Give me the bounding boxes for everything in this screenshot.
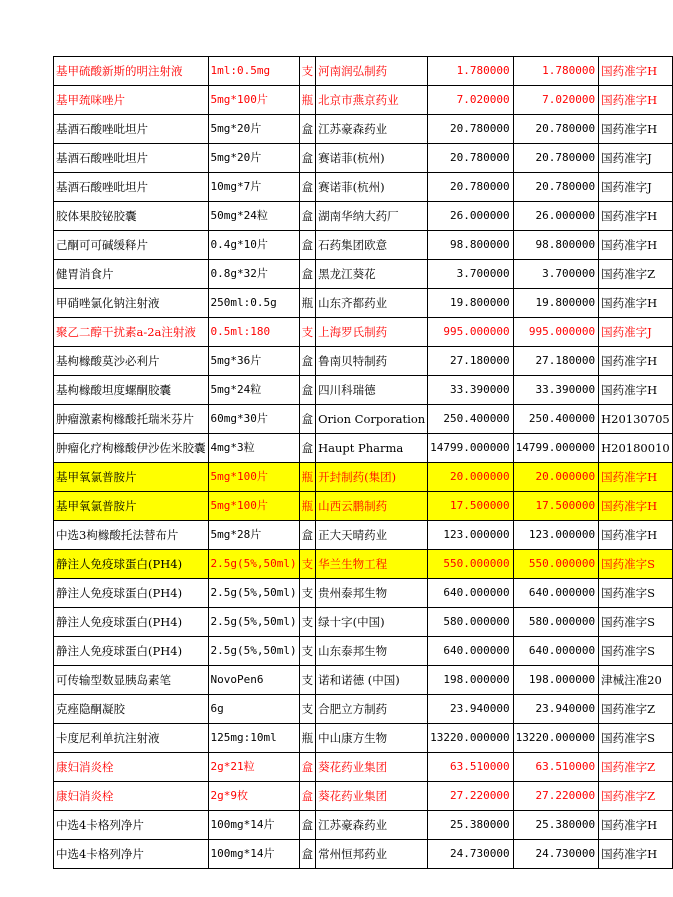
spec-cell[interactable]: 5mg*100片	[208, 86, 299, 115]
price-cell[interactable]: 580.000000	[428, 608, 513, 637]
retail-price-cell[interactable]: 250.400000	[513, 405, 598, 434]
price-cell[interactable]: 27.180000	[428, 347, 513, 376]
retail-price-cell[interactable]: 123.000000	[513, 521, 598, 550]
price-cell[interactable]: 24.730000	[428, 840, 513, 869]
retail-price-cell[interactable]: 20.780000	[513, 115, 598, 144]
approval-number-cell[interactable]: 国药准字J	[599, 144, 673, 173]
drug-name-cell[interactable]: 可传输型数显胰岛素笔	[54, 666, 209, 695]
manufacturer-cell[interactable]: 上海罗氏制药	[316, 318, 428, 347]
manufacturer-cell[interactable]: 赛诺菲(杭州)	[316, 144, 428, 173]
retail-price-cell[interactable]: 13220.000000	[513, 724, 598, 753]
spec-cell[interactable]: 100mg*14片	[208, 840, 299, 869]
table-row	[54, 86, 673, 115]
manufacturer-cell[interactable]: 江苏豪森药业	[316, 811, 428, 840]
price-cell[interactable]: 14799.000000	[428, 434, 513, 463]
manufacturer-cell[interactable]: 鲁南贝特制药	[316, 347, 428, 376]
manufacturer-cell[interactable]: 常州恒邦药业	[316, 840, 428, 869]
approval-number-cell[interactable]: 国药准字S	[599, 579, 673, 608]
approval-number-cell[interactable]: 国药准字H	[599, 521, 673, 550]
drug-name-cell[interactable]: 静注人免疫球蛋白(PH4)	[54, 579, 209, 608]
approval-number-cell[interactable]: 国药准字H	[599, 376, 673, 405]
price-cell[interactable]: 640.000000	[428, 579, 513, 608]
spec-cell[interactable]: 5mg*28片	[208, 521, 299, 550]
drug-name-cell[interactable]: 肿瘤化疗枸橼酸伊沙佐米胶囊	[54, 434, 209, 463]
price-cell[interactable]: 1.780000	[428, 57, 513, 86]
approval-number-cell[interactable]: 国药准字H	[599, 57, 673, 86]
spec-cell[interactable]: 5mg*20片	[208, 144, 299, 173]
drug-name-cell[interactable]: 甲硝唑氯化钠注射液	[54, 289, 209, 318]
drug-name-cell[interactable]: 胶体果胶铋胶囊	[54, 202, 209, 231]
manufacturer-cell[interactable]: 北京市燕京药业	[316, 86, 428, 115]
table-row	[54, 579, 673, 608]
spec-cell[interactable]: 0.8g*32片	[208, 260, 299, 289]
approval-number-cell[interactable]: 国药准字H	[599, 840, 673, 869]
approval-number-cell[interactable]: 国药准字S	[599, 550, 673, 579]
price-cell[interactable]: 198.000000	[428, 666, 513, 695]
price-cell[interactable]: 13220.000000	[428, 724, 513, 753]
retail-price-cell[interactable]: 23.940000	[513, 695, 598, 724]
manufacturer-cell[interactable]: 贵州泰邦生物	[316, 579, 428, 608]
price-cell[interactable]: 250.400000	[428, 405, 513, 434]
unit-cell[interactable]: 盒	[299, 405, 316, 434]
unit-cell[interactable]: 盒	[299, 521, 316, 550]
approval-number-cell[interactable]: 国药准字S	[599, 637, 673, 666]
drug-name-cell[interactable]: 中选4卡格列净片	[54, 811, 209, 840]
unit-cell[interactable]: 瓶	[299, 289, 316, 318]
retail-price-cell[interactable]: 1.780000	[513, 57, 598, 86]
spec-cell[interactable]: 100mg*14片	[208, 811, 299, 840]
approval-number-cell[interactable]: 国药准字H	[599, 347, 673, 376]
price-cell[interactable]: 20.000000	[428, 463, 513, 492]
drug-name-cell[interactable]: 静注人免疫球蛋白(PH4)	[54, 608, 209, 637]
drug-name-cell[interactable]: 基甲氧氯普胺片	[54, 492, 209, 521]
retail-price-cell[interactable]: 27.180000	[513, 347, 598, 376]
unit-cell[interactable]: 支	[299, 666, 316, 695]
table-row	[54, 637, 673, 666]
drug-name-cell[interactable]: 基酒石酸唑吡坦片	[54, 144, 209, 173]
retail-price-cell[interactable]: 3.700000	[513, 260, 598, 289]
unit-cell[interactable]: 盒	[299, 782, 316, 811]
table-row	[54, 57, 673, 86]
table-row	[54, 608, 673, 637]
drug-name-cell[interactable]: 聚乙二醇干扰素a-2a注射液	[54, 318, 209, 347]
spec-cell[interactable]: 2g*21粒	[208, 753, 299, 782]
drug-name-cell[interactable]: 基甲硫酸新斯的明注射液	[54, 57, 209, 86]
manufacturer-cell[interactable]: 诺和诺德 (中国)	[316, 666, 428, 695]
unit-cell[interactable]: 支	[299, 695, 316, 724]
approval-number-cell[interactable]: 国药准字Z	[599, 782, 673, 811]
unit-cell[interactable]: 盒	[299, 202, 316, 231]
table-row	[54, 666, 673, 695]
unit-cell[interactable]: 盒	[299, 376, 316, 405]
spec-cell[interactable]: 0.4g*10片	[208, 231, 299, 260]
manufacturer-cell[interactable]: 湖南华纳大药厂	[316, 202, 428, 231]
retail-price-cell[interactable]: 19.800000	[513, 289, 598, 318]
unit-cell[interactable]: 盒	[299, 144, 316, 173]
table-row	[54, 782, 673, 811]
unit-cell[interactable]: 瓶	[299, 463, 316, 492]
approval-number-cell[interactable]: 国药准字H	[599, 492, 673, 521]
drug-name-cell[interactable]: 肿瘤激素枸橼酸托瑞米芬片	[54, 405, 209, 434]
manufacturer-cell[interactable]: 山东泰邦生物	[316, 637, 428, 666]
unit-cell[interactable]: 盒	[299, 231, 316, 260]
spec-cell[interactable]: 250ml:0.5g	[208, 289, 299, 318]
price-cell[interactable]: 995.000000	[428, 318, 513, 347]
retail-price-cell[interactable]: 20.780000	[513, 173, 598, 202]
retail-price-cell[interactable]: 640.000000	[513, 579, 598, 608]
unit-cell[interactable]: 支	[299, 579, 316, 608]
unit-cell[interactable]: 支	[299, 608, 316, 637]
manufacturer-cell[interactable]: 石药集团欧意	[316, 231, 428, 260]
manufacturer-cell[interactable]: 合肥立方制药	[316, 695, 428, 724]
manufacturer-cell[interactable]: 四川科瑞德	[316, 376, 428, 405]
manufacturer-cell[interactable]: 山西云鹏制药	[316, 492, 428, 521]
retail-price-cell[interactable]: 7.020000	[513, 86, 598, 115]
table-row	[54, 434, 673, 463]
table-row	[54, 463, 673, 492]
approval-number-cell[interactable]: 国药准字H	[599, 231, 673, 260]
drug-name-cell[interactable]: 中选4卡格列净片	[54, 840, 209, 869]
retail-price-cell[interactable]: 20.000000	[513, 463, 598, 492]
manufacturer-cell[interactable]: 中山康方生物	[316, 724, 428, 753]
manufacturer-cell[interactable]: 河南润弘制药	[316, 57, 428, 86]
table-row	[54, 840, 673, 869]
table-row	[54, 289, 673, 318]
approval-number-cell[interactable]: 国药准字Z	[599, 753, 673, 782]
price-cell[interactable]: 7.020000	[428, 86, 513, 115]
approval-number-cell[interactable]: 国药准字J	[599, 318, 673, 347]
drug-name-cell[interactable]: 基甲氧氯普胺片	[54, 463, 209, 492]
table-row	[54, 811, 673, 840]
table-row	[54, 115, 673, 144]
approval-number-cell[interactable]: 国药准字Z	[599, 260, 673, 289]
drug-name-cell[interactable]: 基酒石酸唑吡坦片	[54, 115, 209, 144]
table-row	[54, 695, 673, 724]
table-row	[54, 347, 673, 376]
spec-cell[interactable]: 5mg*100片	[208, 463, 299, 492]
price-cell[interactable]: 20.780000	[428, 115, 513, 144]
spec-cell[interactable]: 2.5g(5%,50ml)	[208, 550, 299, 579]
spec-cell[interactable]: NovoPen6	[208, 666, 299, 695]
unit-cell[interactable]: 支	[299, 637, 316, 666]
drug-name-cell[interactable]: 卡度尼利单抗注射液	[54, 724, 209, 753]
unit-cell[interactable]: 瓶	[299, 492, 316, 521]
spec-cell[interactable]: 2.5g(5%,50ml)	[208, 637, 299, 666]
retail-price-cell[interactable]: 98.800000	[513, 231, 598, 260]
price-cell[interactable]: 3.700000	[428, 260, 513, 289]
spec-cell[interactable]: 5mg*24粒	[208, 376, 299, 405]
drug-name-cell[interactable]: 康妇消炎栓	[54, 753, 209, 782]
retail-price-cell[interactable]: 27.220000	[513, 782, 598, 811]
price-cell[interactable]: 17.500000	[428, 492, 513, 521]
drug-name-cell[interactable]: 健胃消食片	[54, 260, 209, 289]
table-row	[54, 173, 673, 202]
approval-number-cell[interactable]: 国药准字H	[599, 86, 673, 115]
table-row	[54, 492, 673, 521]
drug-name-cell[interactable]: 基枸橼酸莫沙必利片	[54, 347, 209, 376]
retail-price-cell[interactable]: 24.730000	[513, 840, 598, 869]
approval-number-cell[interactable]: H20180010	[599, 434, 673, 463]
unit-cell[interactable]: 盒	[299, 434, 316, 463]
drug-name-cell[interactable]: 基枸橼酸坦度螺酮胶囊	[54, 376, 209, 405]
unit-cell[interactable]: 盒	[299, 260, 316, 289]
table-row	[54, 202, 673, 231]
manufacturer-cell[interactable]: 绿十字(中国)	[316, 608, 428, 637]
table-row	[54, 318, 673, 347]
unit-cell[interactable]: 支	[299, 318, 316, 347]
manufacturer-cell[interactable]: Haupt Pharma	[316, 434, 428, 463]
unit-cell[interactable]: 盒	[299, 347, 316, 376]
retail-price-cell[interactable]: 14799.000000	[513, 434, 598, 463]
price-table	[53, 56, 673, 869]
retail-price-cell[interactable]: 33.390000	[513, 376, 598, 405]
spec-cell[interactable]: 4mg*3粒	[208, 434, 299, 463]
spec-cell[interactable]: 5mg*20片	[208, 115, 299, 144]
spec-cell[interactable]: 5mg*36片	[208, 347, 299, 376]
unit-cell[interactable]: 盒	[299, 811, 316, 840]
approval-number-cell[interactable]: 国药准字H	[599, 289, 673, 318]
spec-cell[interactable]: 5mg*100片	[208, 492, 299, 521]
drug-name-cell[interactable]: 康妇消炎栓	[54, 782, 209, 811]
unit-cell[interactable]: 盒	[299, 840, 316, 869]
spec-cell[interactable]: 2g*9枚	[208, 782, 299, 811]
approval-number-cell[interactable]: 国药准字H	[599, 811, 673, 840]
table-row	[54, 521, 673, 550]
retail-price-cell[interactable]: 17.500000	[513, 492, 598, 521]
retail-price-cell[interactable]: 25.380000	[513, 811, 598, 840]
spec-cell[interactable]: 125mg:10ml	[208, 724, 299, 753]
price-cell[interactable]: 98.800000	[428, 231, 513, 260]
approval-number-cell[interactable]: 津械注准20	[599, 666, 673, 695]
manufacturer-cell[interactable]: Orion Corporation	[316, 405, 428, 434]
unit-cell[interactable]: 支	[299, 57, 316, 86]
price-cell[interactable]: 23.940000	[428, 695, 513, 724]
spec-cell[interactable]: 2.5g(5%,50ml)	[208, 608, 299, 637]
retail-price-cell[interactable]: 63.510000	[513, 753, 598, 782]
table-row	[54, 376, 673, 405]
price-cell[interactable]: 20.780000	[428, 173, 513, 202]
price-cell[interactable]: 19.800000	[428, 289, 513, 318]
drug-name-cell[interactable]: 基酒石酸唑吡坦片	[54, 173, 209, 202]
retail-price-cell[interactable]: 550.000000	[513, 550, 598, 579]
unit-cell[interactable]: 瓶	[299, 86, 316, 115]
manufacturer-cell[interactable]: 江苏豪森药业	[316, 115, 428, 144]
drug-name-cell[interactable]: 己酮可可碱缓释片	[54, 231, 209, 260]
approval-number-cell[interactable]: 国药准字H	[599, 202, 673, 231]
retail-price-cell[interactable]: 198.000000	[513, 666, 598, 695]
price-cell[interactable]: 550.000000	[428, 550, 513, 579]
drug-name-cell[interactable]: 中选3枸橼酸托法替布片	[54, 521, 209, 550]
manufacturer-cell[interactable]: 葵花药业集团	[316, 753, 428, 782]
price-cell[interactable]: 25.380000	[428, 811, 513, 840]
manufacturer-cell[interactable]: 黑龙江葵花	[316, 260, 428, 289]
retail-price-cell[interactable]: 640.000000	[513, 637, 598, 666]
approval-number-cell[interactable]: H20130705	[599, 405, 673, 434]
drug-name-cell[interactable]: 静注人免疫球蛋白(PH4)	[54, 550, 209, 579]
unit-cell[interactable]: 盒	[299, 115, 316, 144]
spec-cell[interactable]: 0.5ml:180	[208, 318, 299, 347]
approval-number-cell[interactable]: 国药准字H	[599, 463, 673, 492]
retail-price-cell[interactable]: 995.000000	[513, 318, 598, 347]
table-row	[54, 231, 673, 260]
spec-cell[interactable]: 1ml:0.5mg	[208, 57, 299, 86]
price-cell[interactable]: 27.220000	[428, 782, 513, 811]
manufacturer-cell[interactable]: 赛诺菲(杭州)	[316, 173, 428, 202]
approval-number-cell[interactable]: 国药准字Z	[599, 695, 673, 724]
price-cell[interactable]: 640.000000	[428, 637, 513, 666]
drug-name-cell[interactable]: 克痤隐酮凝胶	[54, 695, 209, 724]
table-row	[54, 405, 673, 434]
manufacturer-cell[interactable]: 葵花药业集团	[316, 782, 428, 811]
spec-cell[interactable]: 50mg*24粒	[208, 202, 299, 231]
spec-cell[interactable]: 60mg*30片	[208, 405, 299, 434]
approval-number-cell[interactable]: 国药准字S	[599, 608, 673, 637]
manufacturer-cell[interactable]: 正大天晴药业	[316, 521, 428, 550]
retail-price-cell[interactable]: 20.780000	[513, 144, 598, 173]
unit-cell[interactable]: 支	[299, 550, 316, 579]
price-cell[interactable]: 123.000000	[428, 521, 513, 550]
table-row	[54, 260, 673, 289]
retail-price-cell[interactable]: 580.000000	[513, 608, 598, 637]
table-row	[54, 724, 673, 753]
unit-cell[interactable]: 瓶	[299, 724, 316, 753]
price-cell[interactable]: 20.780000	[428, 144, 513, 173]
approval-number-cell[interactable]: 国药准字H	[599, 115, 673, 144]
approval-number-cell[interactable]: 国药准字S	[599, 724, 673, 753]
unit-cell[interactable]: 盒	[299, 753, 316, 782]
unit-cell[interactable]: 盒	[299, 173, 316, 202]
price-cell[interactable]: 33.390000	[428, 376, 513, 405]
retail-price-cell[interactable]: 26.000000	[513, 202, 598, 231]
drug-name-cell[interactable]: 静注人免疫球蛋白(PH4)	[54, 637, 209, 666]
manufacturer-cell[interactable]: 山东齐都药业	[316, 289, 428, 318]
table-row	[54, 753, 673, 782]
approval-number-cell[interactable]: 国药准字J	[599, 173, 673, 202]
manufacturer-cell[interactable]: 华兰生物工程	[316, 550, 428, 579]
table-row	[54, 550, 673, 579]
spec-cell[interactable]: 2.5g(5%,50ml)	[208, 579, 299, 608]
spec-cell[interactable]: 6g	[208, 695, 299, 724]
drug-name-cell[interactable]: 基甲巯咪唑片	[54, 86, 209, 115]
price-cell[interactable]: 26.000000	[428, 202, 513, 231]
table-row	[54, 144, 673, 173]
price-cell[interactable]: 63.510000	[428, 753, 513, 782]
spec-cell[interactable]: 10mg*7片	[208, 173, 299, 202]
manufacturer-cell[interactable]: 开封制药(集团)	[316, 463, 428, 492]
